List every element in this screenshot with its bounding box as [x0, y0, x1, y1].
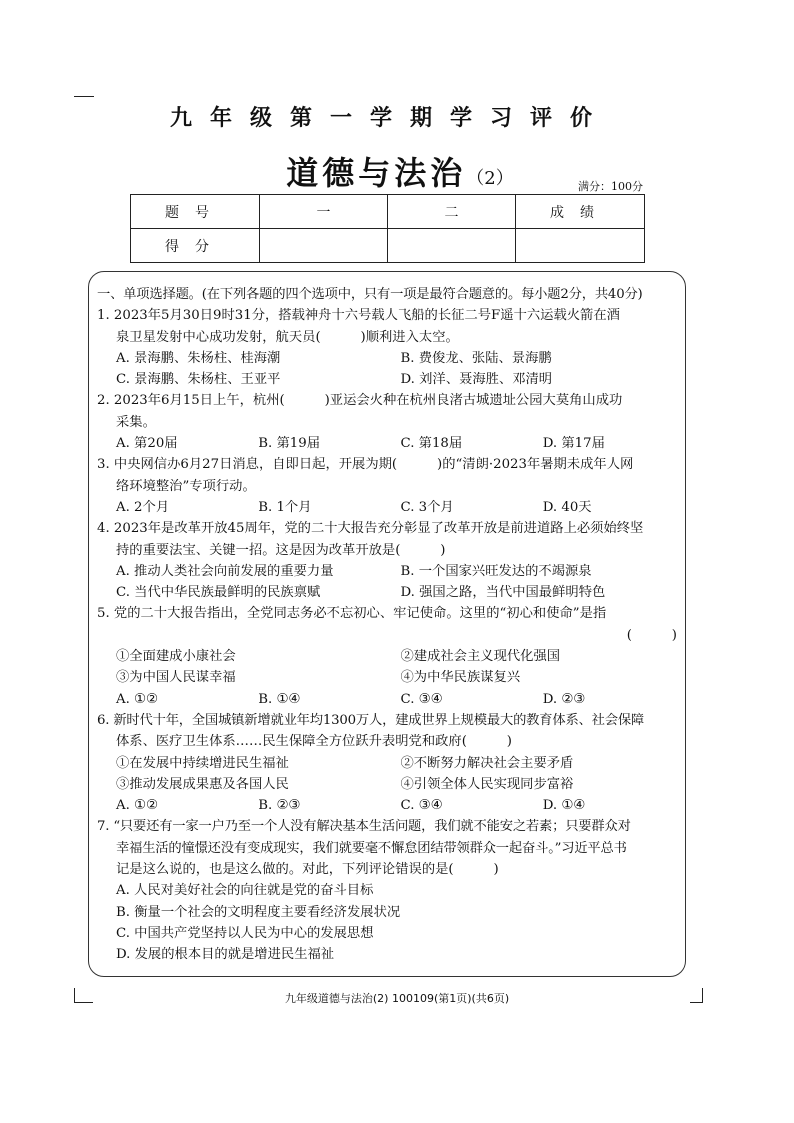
question-stem: 持的重要法宝、关键一招。这是因为改革开放是( ): [116, 542, 446, 558]
option-row: [97, 497, 685, 518]
score-table: [130, 194, 645, 263]
option-c: C. 第18届: [400, 436, 463, 452]
option-b: B. 1个月: [258, 499, 312, 515]
question-6: [97, 710, 685, 816]
question-stem: 体系、医疗卫生体系……民生保障全方位跃升表明党和政府( ): [116, 734, 512, 750]
option-c: C. ③④: [400, 691, 443, 707]
subject-volume: （2）: [466, 168, 514, 189]
option-d: D. ①④: [542, 798, 586, 814]
score-cell-part-1: [260, 229, 388, 263]
option-row: [97, 689, 685, 710]
header-cell-total: 成绩: [516, 195, 645, 229]
full-mark-note: 满分：100分: [578, 180, 643, 193]
statement-4: ④为中华民族谋复兴: [400, 670, 521, 686]
question-stem: 5. 党的二十大报告指出，全党同志务必不忘初心、牢记使命。这里的“初心和使命”是指: [97, 606, 607, 622]
option-b: B. 第19届: [258, 436, 320, 452]
option-d: D. ②③: [542, 691, 586, 707]
option-b: B. ①④: [258, 691, 301, 707]
statement-3: ③推动发展成果惠及各国人民: [116, 776, 289, 792]
score-table-score-row: [131, 229, 645, 263]
option-a: A. 人民对美好社会的向往就是党的奋斗目标: [116, 883, 374, 899]
question-stem: 4. 2023年是改革开放45周年，党的二十大报告充分彰显了改革开放是前进道路上必须始终坚: [97, 521, 644, 537]
questions-content: [97, 284, 685, 966]
question-stem: 1. 2023年5月30日9时31分，搭载神舟十六号载人飞船的长征二号F遥十六运载火箭在酒: [97, 308, 620, 324]
option-d: D. 强国之路，当代中国最鲜明特色: [400, 585, 606, 601]
statement-row: [97, 667, 685, 688]
option-row: [97, 795, 685, 816]
statement-3: ③为中国人民谋幸福: [116, 670, 236, 686]
statement-2: ②建成社会主义现代化强国: [400, 649, 561, 665]
option-a: A. 推动人类社会向前发展的重要力量: [116, 563, 334, 579]
question-stem: 6. 新时代十年，全国城镇新增就业年均1300万人，建成世界上规模最大的教育体系、社会保障: [97, 712, 645, 728]
question-stem: 采集。: [116, 414, 156, 430]
question-7: [97, 816, 685, 965]
option-d: D. 40天: [542, 499, 592, 515]
option-row: [97, 348, 685, 369]
subject-name: 道德与法治: [286, 154, 467, 192]
score-table-header-row: [131, 195, 645, 229]
option-row: [97, 582, 685, 603]
option-c: C. ③④: [400, 798, 443, 814]
option-b: B. 费俊龙、张陆、景海鹏: [400, 350, 552, 366]
statement-row: [97, 646, 685, 667]
question-4: [97, 518, 685, 603]
statement-row: [97, 774, 685, 795]
question-5: [97, 603, 685, 709]
option-b: B. 一个国家兴旺发达的不竭源泉: [400, 563, 592, 579]
exam-series-title: 九年级第一学期学习评价: [169, 105, 610, 131]
option-row: [97, 369, 685, 390]
section-heading: 一、单项选择题。(在下列各题的四个选项中，只有一项是最符合题意的。每小题2分，共40分): [97, 287, 643, 302]
score-cell-total: [516, 229, 645, 263]
option-c: C. 中国共产党坚持以人民为中心的发展思想: [116, 925, 374, 941]
option-a: A. 第20届: [116, 436, 178, 452]
header-cell-part-1: 一: [260, 195, 388, 229]
option-row: [97, 561, 685, 582]
score-cell-part-2: [388, 229, 516, 263]
corner-mark-top-left: [74, 96, 94, 97]
statement-row: [97, 753, 685, 774]
statement-4: ④引领全体人民实现同步富裕: [400, 776, 574, 792]
question-1: [97, 305, 685, 390]
score-row-label: 得分: [131, 229, 260, 263]
option-a: A. ①②: [116, 798, 158, 814]
statement-2: ②不断努力解决社会主要矛盾: [400, 755, 574, 771]
question-2: [97, 390, 685, 454]
question-3: [97, 454, 685, 518]
header-cell-part-2: 二: [388, 195, 516, 229]
option-c: C. 3个月: [400, 499, 454, 515]
question-stem: 记是这么说的，也是这么做的。对此，下列评论错误的是( ): [116, 862, 499, 878]
option-c: C. 景海鹏、朱杨柱、王亚平: [116, 372, 281, 388]
question-stem: 3. 中央网信办6月27日消息，自即日起，开展为期( )的“清朗·2023年暑期未成年人网: [97, 457, 634, 473]
option-d: D. 第17届: [542, 436, 605, 452]
page-footer: 九年级道德与法治(2) 100109(第1页)(共6页): [284, 992, 510, 1005]
option-a: A. ①②: [116, 691, 158, 707]
option-a: A. 景海鹏、朱杨柱、桂海潮: [116, 350, 281, 366]
statement-1: ①全面建成小康社会: [116, 649, 236, 665]
question-stem: 络环境整治”专项行动。: [116, 478, 256, 494]
header-cell-question-no: 题号: [131, 195, 260, 229]
option-c: C. 当代中华民族最鲜明的民族禀赋: [116, 585, 321, 601]
question-stem: 泉卫星发射中心成功发射，航天员( )顺利进入太空。: [116, 329, 459, 345]
option-d: D. 发展的根本目的就是增进民生福祉: [116, 947, 335, 963]
question-stem: 2. 2023年6月15日上午，杭州( )亚运会火种在杭州良渚古城遗址公园大莫角山成功: [97, 393, 623, 409]
answer-paren: ( ): [626, 627, 677, 643]
option-d: D. 刘洋、聂海胜、邓清明: [400, 372, 553, 388]
option-b: B. ②③: [258, 798, 301, 814]
subject-title: [180, 148, 620, 194]
question-stem: 7. “只要还有一家一户乃至一个人没有解决基本生活问题，我们就不能安之若素；只要群众对: [97, 819, 631, 835]
option-a: A. 2个月: [116, 499, 170, 515]
question-stem: 幸福生活的憧憬还没有变成现实，我们就要毫不懈怠团结带领群众一起奋斗。”习近平总书: [116, 840, 627, 856]
option-b: B. 衡量一个社会的文明程度主要看经济发展状况: [116, 904, 401, 920]
option-row: [97, 433, 685, 454]
statement-1: ①在发展中持续增进民生福祉: [116, 755, 289, 771]
